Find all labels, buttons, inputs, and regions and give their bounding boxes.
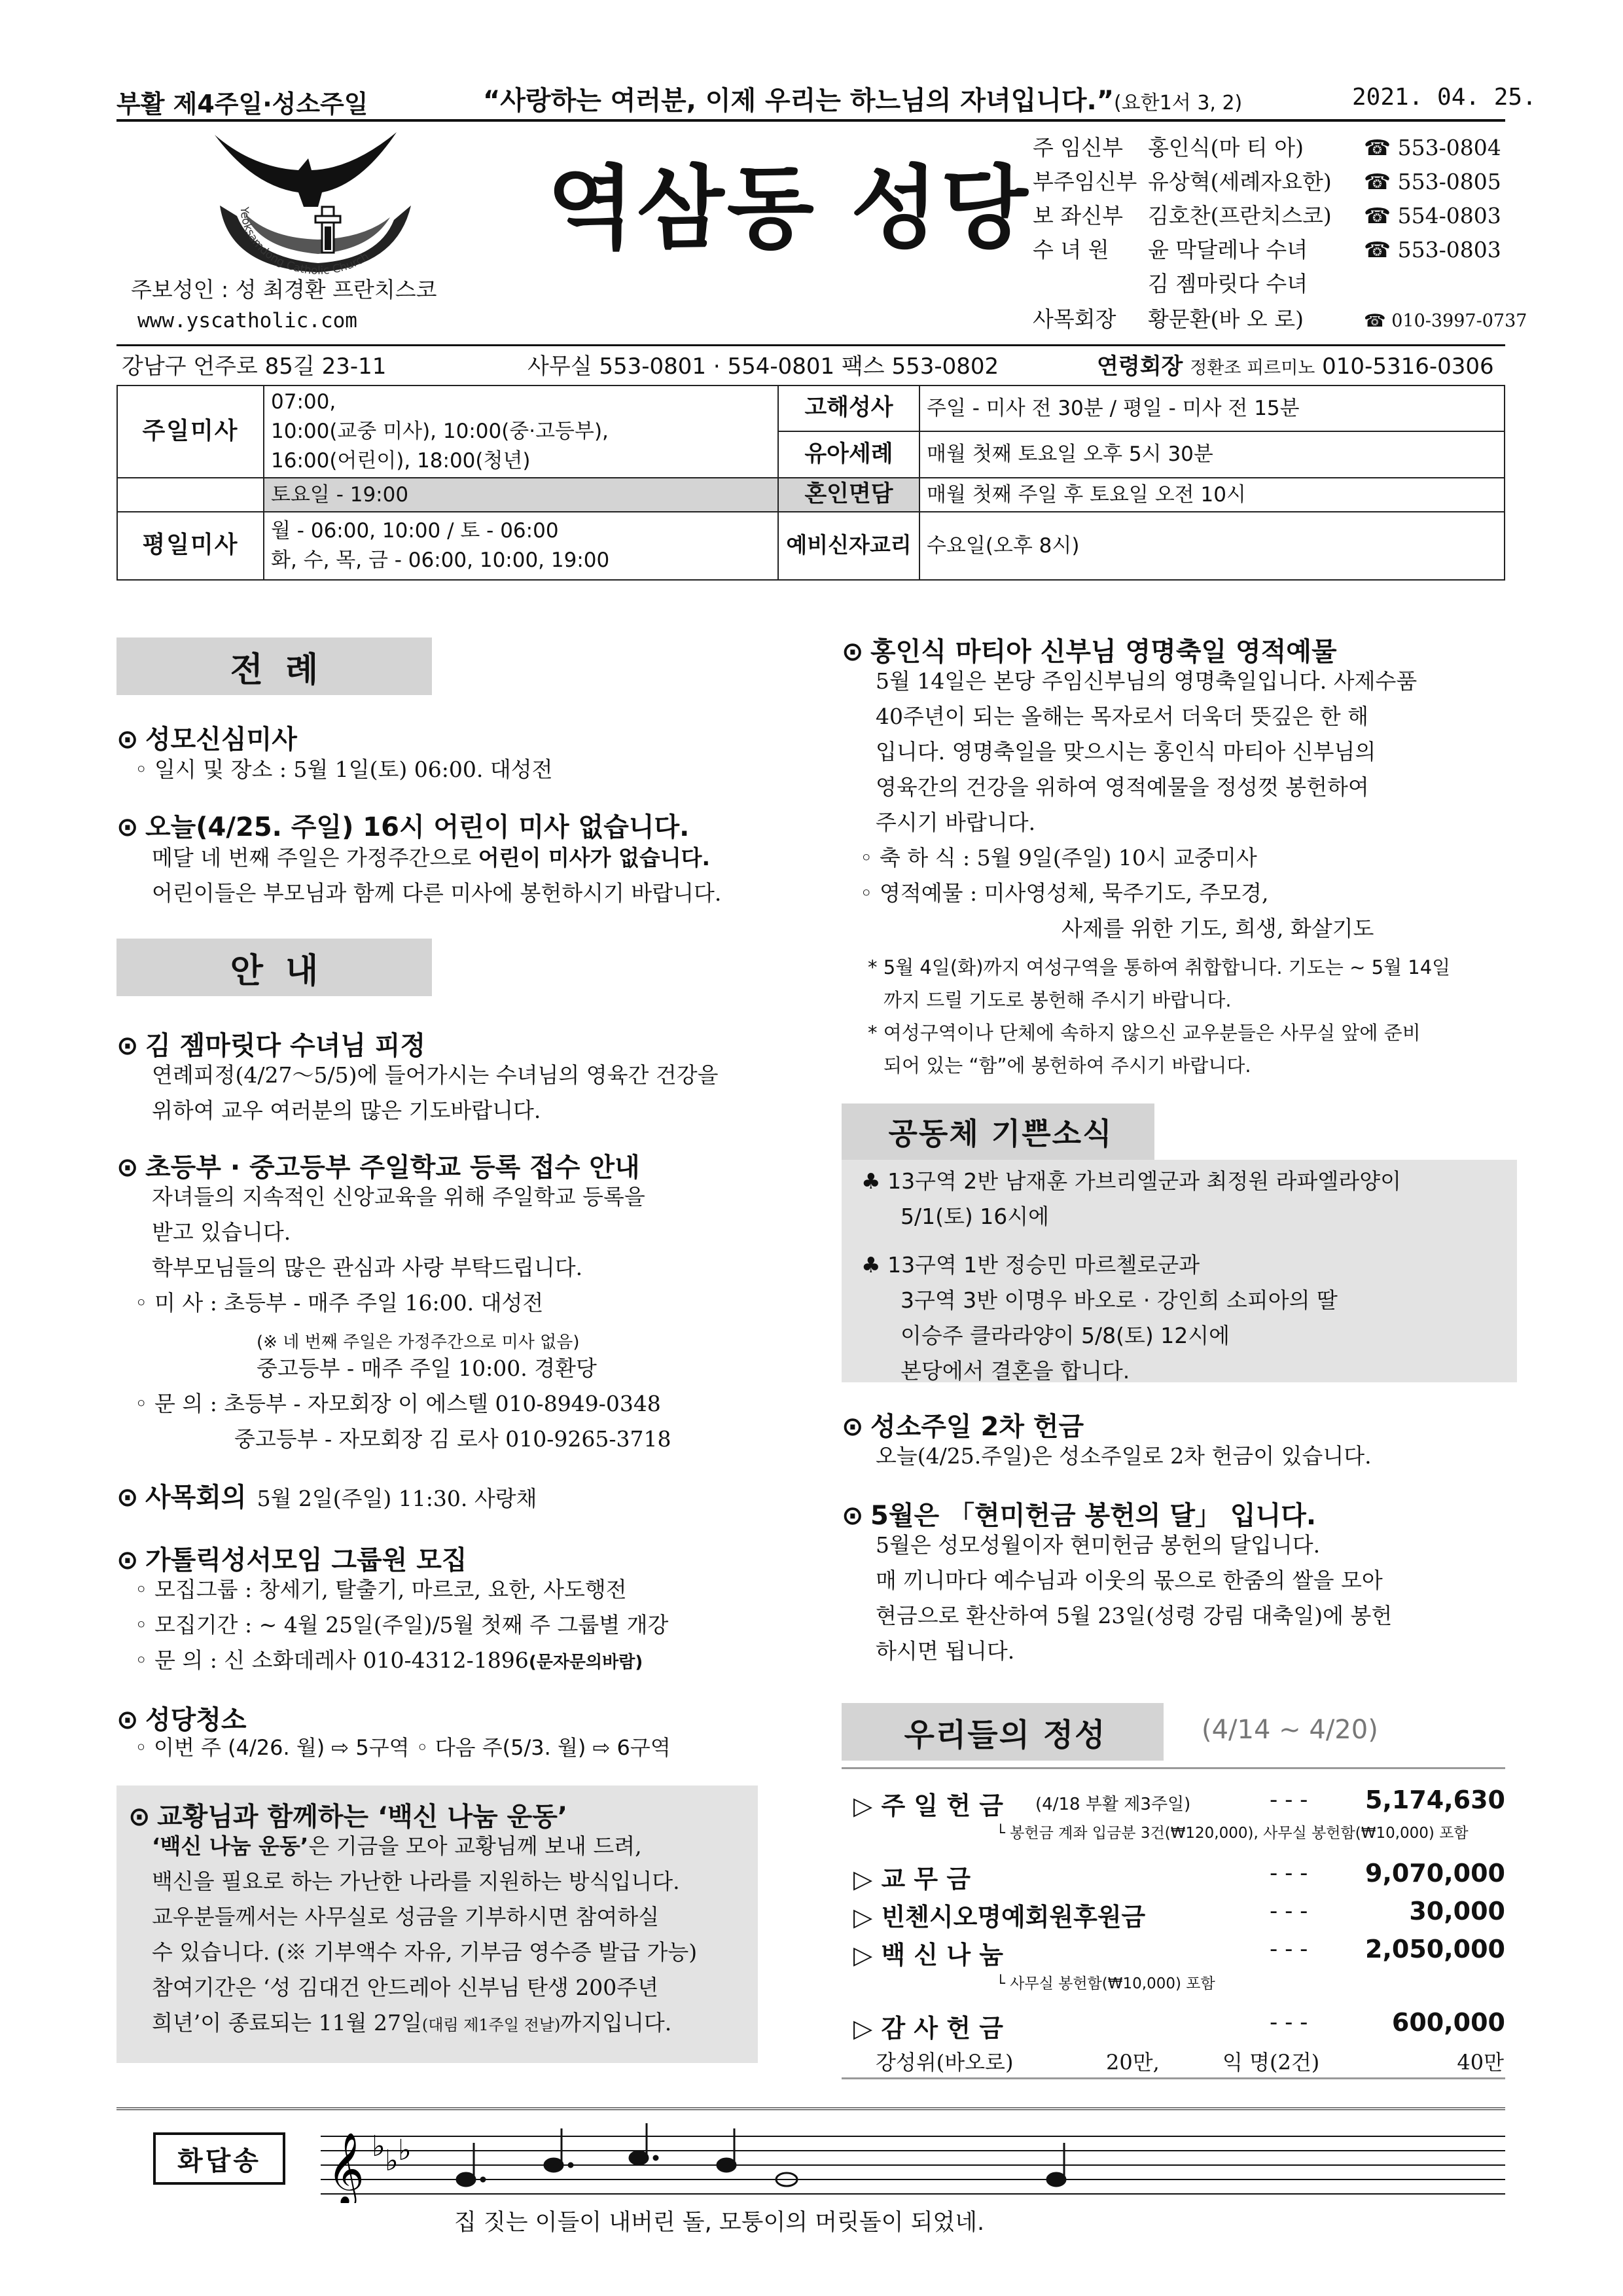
parish-website[interactable]: www.yscatholic.com [137, 309, 357, 332]
offering-row-vincent: ▷ 빈첸시오명예회원후원금 - - - 30,000 [853, 1897, 1505, 1931]
wedding-announcement-1: 5/1(토) 16시에 [901, 1204, 1049, 1229]
circle-dot-icon: ⊙ [842, 1412, 864, 1442]
liturgy-section-header: 전 례 [116, 637, 437, 695]
psalm-label: 화답송 [177, 2145, 261, 2176]
offering-vaccine-subnote: └ 사무실 봉헌함(₩10,000) 포함 [996, 1975, 1215, 1992]
anniversary-line: 입니다. 영명축일을 맞으시는 홍인식 마티아 신부님의 [876, 739, 1376, 764]
bible-group-contact: ◦ 문 의 : 신 소화데레사 010-4312-1896(문자문의바람) [135, 1647, 643, 1673]
wedding-announcement-2: ♣ 13구역 1반 정승민 마르첼로군과 [861, 1252, 1200, 1278]
catechumen-time: 수요일(오후 8시) [919, 512, 1505, 580]
offering-row-sunday: ▷ 주 일 헌 금 (4/18 부활 제3주일) - - - 5,174,630 [853, 1785, 1505, 1820]
dove-cross-icon [207, 128, 423, 279]
anniversary-note: 되어 있는 “함”에 봉헌하여 주시기 바랍니다. [883, 1054, 1251, 1077]
school-line: 받고 있습니다. [152, 1219, 291, 1245]
pastoral-council-title: ⊙ 사목회의 5월 2일(주일) 11:30. 사랑채 [116, 1482, 537, 1513]
issue-date: 2021. 04. 25. [1352, 84, 1537, 111]
anniversary-title: ⊙ 홍인식 마티아 신부님 영명축일 영적예물 [842, 637, 1337, 667]
circle-dot-icon: ⊙ [116, 812, 139, 842]
vaccine-sharing-title: ⊙ 교황님과 함께하는 ‘백신 나눔 운동’ [128, 1802, 568, 1832]
svg-text:♭: ♭ [385, 2144, 399, 2178]
psalm-staff [321, 2118, 1505, 2203]
bible-group-title: ⊙ 가톨릭성서모임 그룹원 모집 [116, 1545, 467, 1575]
bible-group-line: ◦ 모집기간 : ~ 4월 25일(주일)/5월 첫째 주 그룹별 개강 [135, 1612, 669, 1638]
infant-baptism-label: 유아세례 [778, 431, 919, 477]
svg-text:♭: ♭ [398, 2134, 412, 2167]
offering-row-thanks: ▷ 감 사 헌 금 - - - 600,000 [853, 2008, 1505, 2043]
school-registration-title: ⊙ 초등부 · 중고등부 주일학교 등록 접수 안내 [116, 1153, 640, 1183]
offering-sunday-subnote: └ 봉헌금 계좌 입금분 3건(₩120,000), 사무실 봉헌함(₩10,000) 포함 [996, 1825, 1469, 1842]
anniversary-mass: ◦ 축 하 식 : 5월 9일(주일) 10시 교중미사 [860, 845, 1257, 870]
vaccine-line: 수 있습니다. (※ 기부액수 자유, 기부금 영수증 발급 가능) [152, 1939, 698, 1965]
second-collection-title: ⊙ 성소주일 2차 헌금 [842, 1412, 1084, 1442]
vaccine-line: 백신을 필요로 하는 가난한 나라를 지원하는 방식입니다. [152, 1869, 680, 1894]
anniversary-note: * 여성구역이나 단체에 속하지 않으신 교우분들은 사무실 앞에 준비 [868, 1022, 1421, 1044]
anniversary-line: 주시기 바랍니다. [876, 810, 1036, 835]
circle-dot-icon: ⊙ [116, 725, 139, 755]
anniversary-gifts: ◦ 영적예물 : 미사영성체, 묵주기도, 주모경, [860, 880, 1269, 906]
marriage-time: 매월 첫째 주일 후 토요일 오전 10시 [919, 478, 1505, 512]
circle-dot-icon: ⊙ [116, 1705, 139, 1735]
staff-row: 사목회장 황문환(바 오 로) ☎ 010-3997-0737 [1033, 306, 1527, 332]
rice-offering-line: 5월은 성모성월이자 현미헌금 봉헌의 달입니다. [876, 1532, 1321, 1558]
infant-baptism-time: 매월 첫째 토요일 오후 5시 30분 [919, 431, 1505, 477]
mass-schedule-table [116, 385, 1505, 581]
wedding-announcement-2: 이승주 클라라양이 5/8(토) 12시에 [901, 1323, 1230, 1348]
vaccine-line: ‘백신 나눔 운동’은 기금을 모아 교황님께 보내 드려, [152, 1833, 642, 1859]
circle-dot-icon: ⊙ [116, 1482, 139, 1513]
staff-row: 보 좌신부 김호찬(프란치스코) ☎ 554-0803 [1033, 203, 1501, 228]
circle-dot-icon: ⊙ [128, 1802, 151, 1832]
offerings-period: (4/14 ~ 4/20) [1202, 1715, 1378, 1745]
church-cleaning-detail: ◦ 이번 주 (4/26. 월) ⇨ 5구역 ◦ 다음 주(5/3. 월) ⇨ 6구역 [135, 1735, 671, 1760]
offerings-rule [842, 1767, 1505, 1769]
anniversary-line: 5월 14일은 본당 주임신부님의 영명축일입니다. 사제수품 [876, 668, 1418, 694]
church-cleaning-title: ⊙ 성당청소 [116, 1705, 247, 1735]
catechumen-label: 예비신자교리 [778, 512, 919, 580]
school-mass-secondary: 중고등부 - 매주 주일 10:00. 경환당 [257, 1355, 597, 1381]
parish-address: 강남구 언주로 85길 23-11 [122, 353, 387, 380]
staff-row: 부주임신부 유상혁(세례자요한) ☎ 553-0805 [1033, 169, 1501, 194]
marian-mass-title: ⊙ 성모신심미사 [116, 725, 297, 755]
wedding-announcement-2: 3구역 3반 이명우 바오로 · 강인희 소피아의 딸 [901, 1287, 1338, 1313]
school-line: 학부모님들의 많은 관심과 사랑 부탁드립니다. [152, 1255, 583, 1280]
sunday-mass-label: 주일미사 [117, 386, 264, 478]
offering-row-parish-fee: ▷ 교 무 금 - - - 9,070,000 [853, 1859, 1505, 1893]
children-mass-line1: 메달 네 번째 주일은 가정주간으로 어린이 미사가 없습니다. [152, 845, 711, 870]
anniversary-note: * 5월 4일(화)까지 여성구역을 통하여 취합합니다. 기도는 ~ 5월 14일 [868, 956, 1451, 978]
anniversary-line: 40주년이 되는 올해는 목자로서 더욱더 뜻깊은 한 해 [876, 704, 1368, 729]
rice-offering-title: ⊙ 5월은 「현미헌금 봉헌의 달」 입니다. [842, 1501, 1317, 1531]
quote-reference: (요한1서 3, 2) [1114, 92, 1243, 115]
contact-bar [122, 348, 1503, 382]
staff-row: 수 녀 원 윤 막달레나 수녀 ☎ 553-0803 [1033, 237, 1501, 262]
sister-retreat-title: ⊙ 김 젬마릿다 수녀님 피정 [116, 1031, 426, 1061]
psalm-rule-top [116, 2108, 1505, 2110]
season-label: 부활 제4주일·성소주일 [116, 90, 368, 118]
saturday-mass-time: 토요일 - 19:00 [264, 478, 778, 512]
rice-offering-line: 현금으로 환산하여 5월 23일(성령 강림 대축일)에 봉헌 [876, 1603, 1393, 1628]
staff-row: 김 젬마릿다 수녀 [1148, 271, 1308, 296]
header-quote [483, 80, 1242, 117]
school-contact-elementary: ◦ 문 의 : 초등부 - 자모회장 이 에스텔 010-8949-0348 [135, 1391, 661, 1416]
music-staff-icon [321, 2118, 1505, 2203]
psalm-lyrics: 집 짓는 이들이 내버린 돌, 모퉁이의 머릿돌이 되었네. [454, 2210, 985, 2236]
patron-saint: 주보성인 : 성 최경환 프란치스코 [131, 277, 437, 302]
circle-dot-icon: ⊙ [842, 637, 864, 667]
school-mass-note: (※ 네 번째 주일은 가정주간으로 미사 없음) [257, 1333, 580, 1352]
psalm-label-box [153, 2132, 285, 2185]
vaccine-line: 교우분들께서는 사무실로 성금을 기부하시면 참여하실 [152, 1904, 660, 1929]
rice-offering-line: 하시면 됩니다. [876, 1638, 1015, 1664]
community-news-header: 공동체 기쁜소식 [842, 1103, 1160, 1160]
logo-ring-text: Yeoksamdong Catholic Church [237, 206, 372, 278]
circle-dot-icon: ⊙ [116, 1545, 139, 1575]
sister-retreat-line: 연례피정(4/27～5/5)에 들어가시는 수녀님의 영육간 건강을 [152, 1062, 719, 1088]
rice-offering-line: 매 끼니마다 예수님과 이웃의 몫으로 한줌의 쌀을 모아 [876, 1568, 1383, 1593]
anniversary-line: 영육간의 건강을 위하여 영적예물을 정성껏 봉헌하여 [876, 774, 1369, 800]
masthead-top-rule [116, 119, 1505, 122]
sunday-mass-times: 07:00, 10:00(교중 미사), 10:00(중·고등부), 16:00(어린이), 18:00(청년) [264, 386, 778, 478]
parish-logo [207, 128, 423, 279]
pastoral-council-detail: 5월 2일(주일) 11:30. 사랑채 [257, 1486, 537, 1511]
circle-dot-icon: ⊙ [116, 1031, 139, 1061]
offerings-bottom-rule [842, 2077, 1505, 2079]
circle-dot-icon: ⊙ [842, 1501, 864, 1531]
confession-time: 주일 - 미사 전 30분 / 평일 - 미사 전 15분 [919, 386, 1505, 431]
children-mass-line2: 어린이들은 부모님과 함께 다른 미사에 봉헌하시기 바랍니다. [152, 880, 722, 906]
sister-retreat-line: 위하여 교우 여러분의 많은 기도바랍니다. [152, 1098, 541, 1123]
thanks-offering-donors: 강성위(바오로) 20만, 익 명(2건) 40만 [876, 2050, 1504, 2075]
svg-text:♭: ♭ [372, 2130, 385, 2163]
school-line: 자녀들의 지속적인 신앙교육을 위해 주일학교 등록을 [152, 1184, 645, 1210]
marriage-label: 혼인면담 [778, 478, 919, 512]
federation-contact: 연령회장 정환조 피르미노 010-5316-0306 [1097, 353, 1494, 380]
children-mass-title: ⊙ 오늘(4/25. 주일) 16시 어린이 미사 없습니다. [116, 812, 690, 842]
circle-dot-icon: ⊙ [116, 1153, 139, 1183]
treble-clef-icon: 𝄞 [327, 2132, 365, 2203]
parish-title: 역삼동 성당 [547, 156, 1031, 261]
weekday-mass-times: 월 - 06:00, 10:00 / 토 - 06:00 화, 수, 목, 금 - 06:00, 10:00, 19:00 [264, 512, 778, 580]
anniversary-note: 까지 드릴 기도로 봉헌해 주시기 바랍니다. [883, 989, 1232, 1011]
wedding-announcement-2: 본당에서 결혼을 합니다. [901, 1358, 1130, 1384]
address-top-rule [116, 344, 1505, 346]
weekday-mass-label: 평일미사 [117, 512, 264, 580]
school-contact-secondary: 중고등부 - 자모회장 김 로사 010-9265-3718 [234, 1426, 671, 1452]
anniversary-gifts: 사제를 위한 기도, 희생, 화살기도 [1061, 916, 1374, 941]
second-collection-detail: 오늘(4/25.주일)은 성소주일로 2차 헌금이 있습니다. [876, 1443, 1372, 1469]
confession-label: 고해성사 [778, 386, 919, 431]
marian-mass-detail: ◦ 일시 및 장소 : 5월 1일(토) 06:00. 대성전 [135, 757, 553, 782]
offering-row-vaccine: ▷ 백 신 나 눔 - - - 2,050,000 [853, 1935, 1505, 1969]
offerings-header: 우리들의 정성 [842, 1703, 1169, 1761]
bible-group-line: ◦ 모집그룹 : 창세기, 탈출기, 마르코, 요한, 사도행전 [135, 1577, 627, 1602]
school-mass-elementary: ◦ 미 사 : 초등부 - 매주 주일 16:00. 대성전 [135, 1290, 544, 1316]
notices-section-header: 안 내 [116, 939, 437, 996]
wedding-announcement-1: ♣ 13구역 2반 남재훈 가브리엘군과 최정원 라파엘라양이 [861, 1168, 1401, 1194]
vaccine-line: 희년’이 종료되는 11월 27일(대림 제1주일 전날)까지입니다. [152, 2010, 672, 2036]
quote-text: “사랑하는 여러분, 이제 우리는 하느님의 자녀입니다.” [483, 86, 1115, 116]
vaccine-line: 참여기간은 ‘성 김대건 안드레아 신부님 탄생 200주년 [152, 1975, 658, 2000]
saturday-mass-spacer [117, 478, 264, 512]
staff-row: 주 임신부 홍인식(마 티 아) ☎ 553-0804 [1033, 135, 1501, 160]
office-phones: 사무실 553-0801 · 554-0801 팩스 553-0802 [527, 353, 999, 380]
